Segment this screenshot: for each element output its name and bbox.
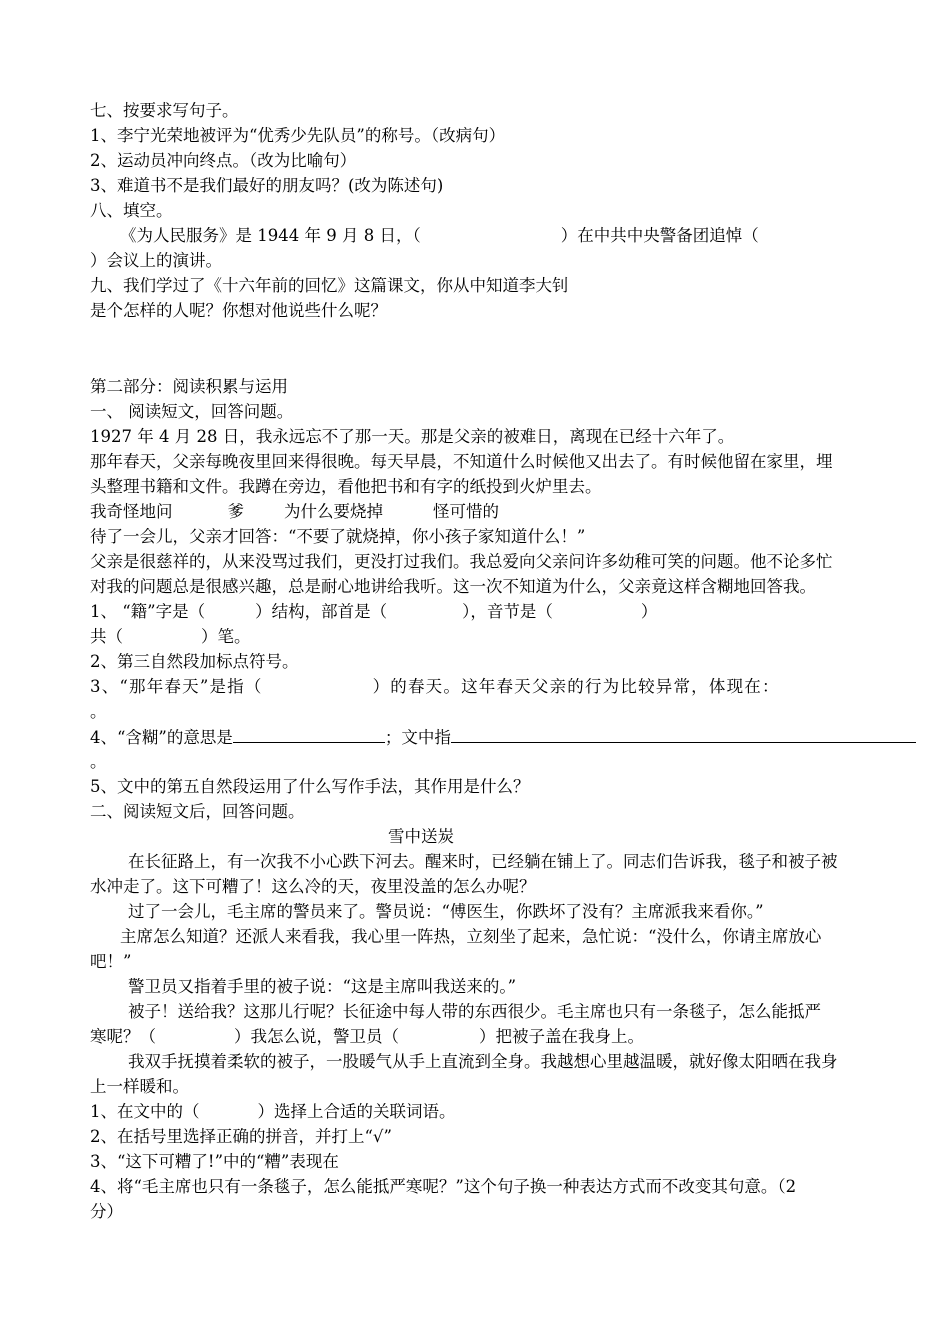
story-para-6a: 我双手抚摸着柔软的被子，一股暖气从手上直流到全身。我越想心里越温暖，就好像太阳晒在我身 [128, 1052, 838, 1071]
q1-text-b: ）结构，部首是（ [255, 602, 388, 621]
q4-meaning-blank[interactable] [233, 726, 385, 743]
story-para-3b: 吧！” [90, 952, 132, 971]
q1-text-f: ）笔。 [201, 627, 251, 646]
q1-text-c: ），音节是（ [462, 602, 553, 621]
passage1-para-3 [90, 501, 499, 523]
s5-text-a: 寒呢？（ [90, 1027, 156, 1046]
passage1-para-4: 待了一会儿，父亲才回答：“不要了就烧掉，你小孩子家知道什么！” [90, 527, 586, 546]
q8-text-b: ）在中共中央警备团追悼（ [560, 226, 759, 245]
question-5: 5、文中的第五自然段运用了什么写作手法，其作用是什么？ [90, 777, 530, 796]
s5-text-c: ）把被子盖在我身上。 [479, 1027, 644, 1046]
passage1-para-1: 1927 年 4 月 28 日，我永远忘不了那一天。那是父亲的被难日，离现在已经十六年了。 [90, 427, 735, 446]
passage1-para-2a: 那年春天，父亲每晚夜里回来得很晚。每天早晨，不知道什么时候他又出去了。有时候他留在家里，埋 [90, 452, 833, 471]
q8-line-2: ）会议上的演讲。 [90, 251, 222, 270]
q9-line-1: 九、我们学过了《十六年前的回忆》这篇课文，你从中知道李大钊 [90, 276, 569, 295]
q7-title: 七、按要求写句子。 [90, 101, 239, 120]
q1-text-a: 1、 “籍”字是（ [90, 602, 206, 621]
part2-title: 第二部分：阅读积累与运用 [90, 377, 288, 396]
story-question-4b: 分） [90, 1202, 123, 1221]
story-para-1b: 水冲走了。这下可糟了！这么冷的天，夜里没盖的怎么办呢？ [90, 877, 536, 896]
story-question-2: 2、在括号里选择正确的拼音，并打上“√” [90, 1127, 392, 1146]
story-question-3: 3、“这下可糟了!”中的“糟”表现在 [90, 1152, 339, 1171]
sq1-text-a: 1、在文中的（ [90, 1102, 200, 1121]
story-para-2: 过了一会儿，毛主席的警员来了。警员说：“傅医生，你跌坏了没有？主席派我来看你。” [128, 902, 764, 921]
question-1-strokes [90, 626, 251, 648]
q3-text-a: 3、“那年春天”是指（ [90, 677, 263, 696]
q7-item-2: 2、运动员冲向终点。（改为比喻句） [90, 151, 357, 170]
s5-text-b: ）我怎么说，警卫员（ [234, 1027, 399, 1046]
story-para-4: 警卫员又指着手里的被子说：“这是主席叫我送来的。” [128, 977, 517, 996]
story-question-4a: 4、将“毛主席也只有一条毯子，怎么能抵严寒呢？”这个句子换一种表达方式而不改变其句意。（2 [90, 1177, 797, 1196]
q3-text-b: ）的春天。这年春天父亲的行为比较异常，体现在： [372, 677, 780, 696]
story-title: 雪中送炭 [388, 827, 454, 846]
question-4 [90, 726, 916, 749]
passage1-para-5a: 父亲是很慈祥的，从来没骂过我们，更没打过我们。我总爱向父亲问许多幼稚可笑的问题。他不论多忙 [90, 552, 833, 571]
q4-text-a: 4、“含糊”的意思是 [90, 728, 233, 747]
q1-text-e: 共（ [90, 627, 123, 646]
q4-context-blank[interactable] [451, 726, 916, 743]
p3-part-b: 爹 [227, 502, 244, 521]
sq1-text-b: ）选择上合适的关联词语。 [257, 1102, 456, 1121]
story-para-5a: 被子！送给我？这那儿行呢？长征途中每人带的东西很少。毛主席也只有一条毯子，怎么能抵严 [128, 1002, 821, 1021]
p3-part-a: 我奇怪地问 [90, 502, 173, 521]
q7-item-3: 3、难道书不是我们最好的朋友吗？(改为陈述句) [90, 176, 444, 195]
p3-part-c: 为什么要烧掉 [284, 502, 383, 521]
q4-text-b: ；文中指 [384, 728, 451, 747]
q9-line-2: 是个怎样的人呢？你想对他说些什么呢？ [90, 301, 387, 320]
reading1-title: 一、 阅读短文，回答问题。 [90, 402, 294, 421]
question-4-end: 。 [90, 752, 107, 771]
story-para-1a: 在长征路上，有一次我不小心跌下河去。醒来时，已经躺在铺上了。同志们告诉我，毯子和被子被 [128, 852, 838, 871]
passage1-para-2b: 头整理书籍和文件。我蹲在旁边，看他把书和有字的纸投到火炉里去。 [90, 477, 602, 496]
q7-item-1: 1、李宁光荣地被评为“优秀少先队员”的称号。（改病句） [90, 126, 506, 145]
question-3 [90, 676, 780, 698]
q1-text-d: ） [640, 602, 658, 621]
story-para-3a: 主席怎么知道？还派人来看我，我心里一阵热，立刻坐了起来，急忙说：“没什么，你请主席放心 [120, 927, 822, 946]
question-1 [90, 601, 657, 623]
story-para-6b: 上一样暖和。 [90, 1077, 189, 1096]
q8-line-1 [120, 225, 759, 247]
q8-title: 八、填空。 [90, 201, 173, 220]
question-3-end: 。 [90, 702, 107, 721]
q8-text-a: 《为人民服务》是 1944 年 9 月 8 日，（ [120, 226, 421, 245]
p3-part-d: 怪可惜的 [433, 502, 499, 521]
story-question-1 [90, 1101, 456, 1123]
passage1-para-5b: 对我的问题总是很感兴趣，总是耐心地讲给我听。这一次不知道为什么，父亲竟这样含糊地回答我。 [90, 577, 816, 596]
question-2: 2、第三自然段加标点符号。 [90, 652, 299, 671]
story-para-5b [90, 1026, 644, 1048]
reading2-title: 二、阅读短文后，回答问题。 [90, 802, 305, 821]
